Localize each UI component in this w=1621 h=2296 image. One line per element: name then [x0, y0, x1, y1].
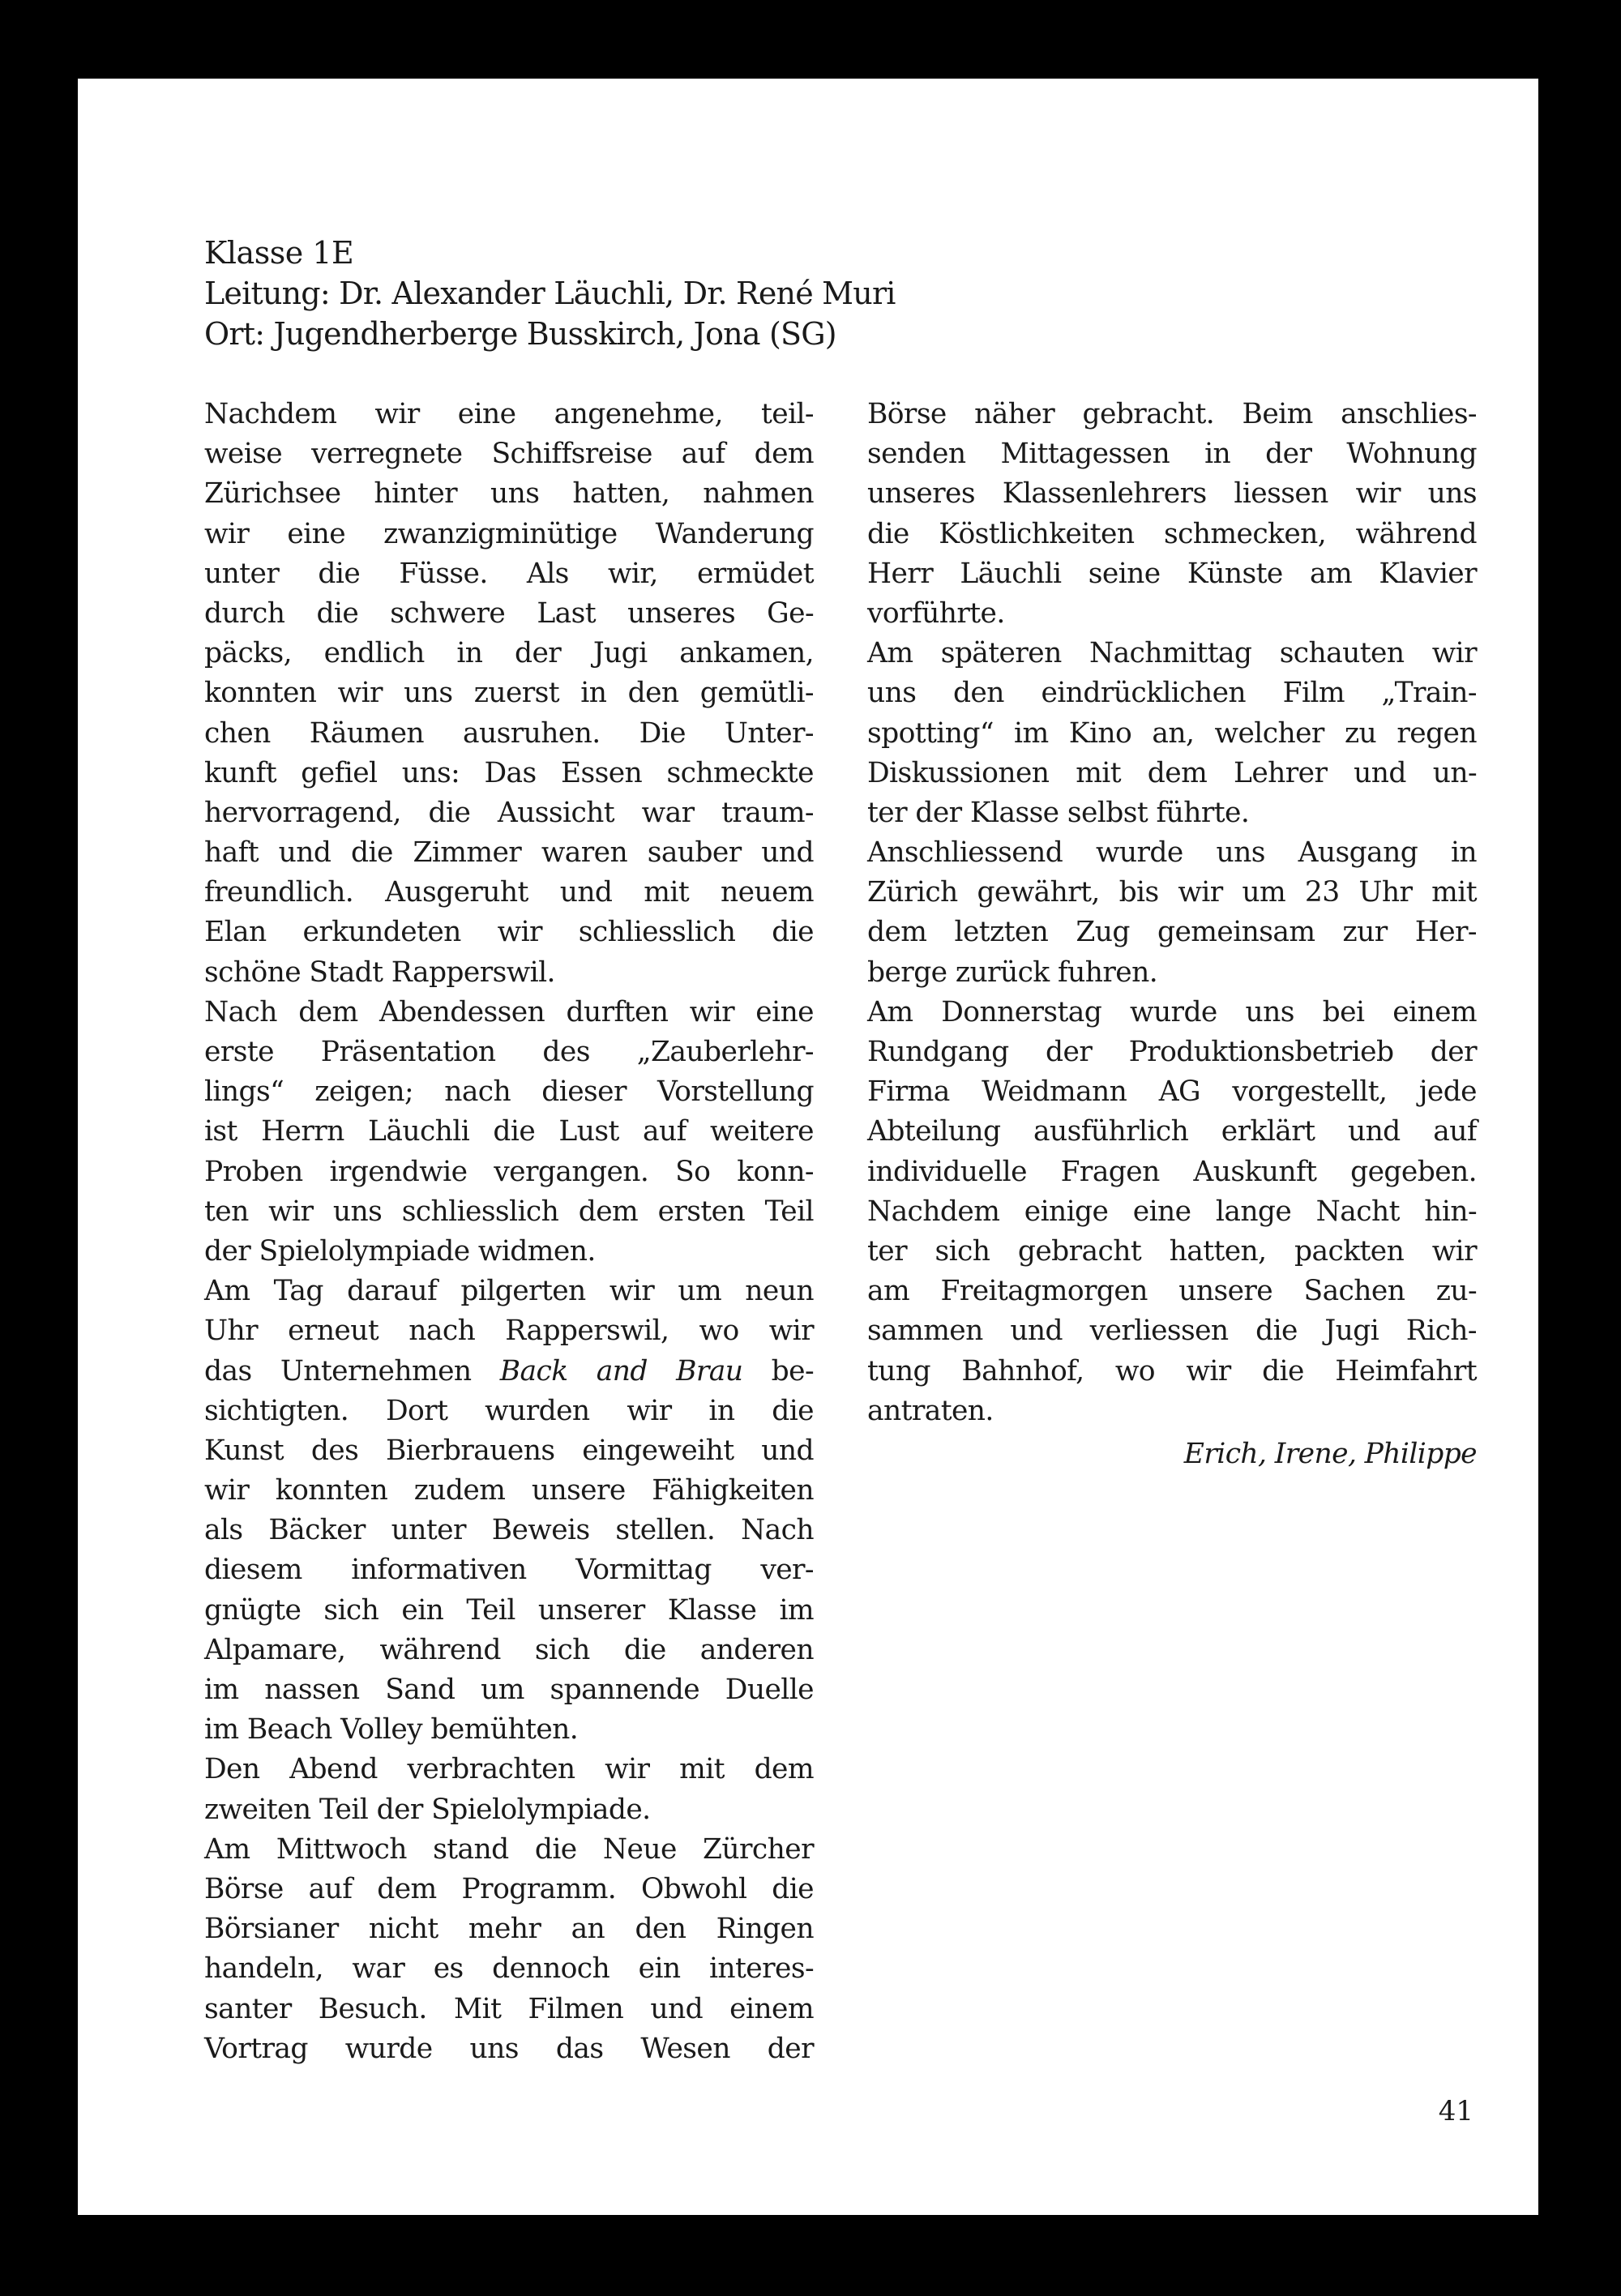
text-line: lings“ zeigen; nach dieser Vorstellung: [204, 1075, 814, 1109]
text-line: Am Donnerstag wurde uns bei einem: [867, 995, 1477, 1028]
text-line: Vortrag wurde uns das Wesen der: [204, 2032, 814, 2065]
text-line: Am Tag darauf pilgerten wir um neun: [204, 1275, 814, 1308]
text-line: tung Bahnhof, wo wir die Heimfahrt: [867, 1354, 1477, 1387]
text-line: gnügte sich ein Teil unserer Klasse im: [204, 1593, 814, 1627]
text-line: wir eine zwanzigminütige Wanderung: [204, 517, 814, 550]
text-line: im Beach Volley bemühten.: [204, 1713, 579, 1747]
text-line: weise verregnete Schiffsreise auf dem: [204, 438, 814, 471]
text-line: santer Besuch. Mit Filmen und einem: [204, 1992, 814, 2025]
text-line: sammen und verliessen die Jugi Rich-: [867, 1315, 1477, 1348]
text-line: ter sich gebracht hatten, packten wir: [867, 1234, 1477, 1268]
text-line: Börse näher gebracht. Beim anschlies-: [867, 398, 1477, 430]
text-fragment: be-: [742, 1354, 815, 1387]
text-line: Rundgang der Produktionsbetrieb der: [867, 1036, 1477, 1068]
text-line: kunft gefiel uns: Das Essen schmeckte: [204, 756, 814, 789]
text-line: chen Räumen ausruhen. Die Unter-: [204, 716, 814, 750]
right-column: [867, 395, 1477, 1474]
text-line: unter die Füsse. Als wir, ermüdet: [204, 557, 814, 590]
text-line: antraten.: [867, 1394, 994, 1427]
text-line: päcks, endlich in der Jugi ankamen,: [204, 637, 814, 670]
text-line: dem letzten Zug gemeinsam zur Her-: [867, 916, 1477, 949]
text-line: Firma Weidmann AG vorgestellt, jede: [867, 1075, 1477, 1109]
text-line: durch die schwere Last unseres Ge-: [204, 596, 814, 630]
text-line: erste Präsentation des „Zauberlehr-: [204, 1036, 814, 1068]
text-line: unseres Klassenlehrers liessen wir uns: [867, 477, 1477, 511]
text-line: Börsianer nicht mehr an den Ringen: [204, 1913, 814, 1946]
text-line: haft und die Zimmer waren sauber und: [204, 836, 814, 870]
text-line: Kunst des Bierbrauens eingeweiht und: [204, 1434, 814, 1467]
text-line: hervorragend, die Aussicht war traum-: [204, 796, 814, 829]
text-line: wir konnten zudem unsere Fähigkeiten: [204, 1474, 814, 1507]
leaders-line: Leitung: Dr. Alexander Läuchli, Dr. René Muri: [204, 276, 896, 311]
text-line: konnten wir uns zuerst in den gemütli-: [204, 677, 814, 710]
text-line: Nachdem einige eine lange Nacht hin-: [867, 1195, 1477, 1228]
text-line: freundlich. Ausgeruht und mit neuem: [204, 876, 814, 909]
text-line: Am späteren Nachmittag schauten wir: [867, 637, 1477, 670]
text-line: schöne Stadt Rapperswil.: [204, 956, 555, 989]
text-line: spotting“ im Kino an, welcher zu regen: [867, 716, 1477, 750]
text-line: individuelle Fragen Auskunft gegeben.: [867, 1155, 1477, 1188]
text-line: senden Mittagessen in der Wohnung: [867, 438, 1477, 471]
text-line: als Bäcker unter Beweis stellen. Nach: [204, 1514, 814, 1547]
text-line: ter der Klasse selbst führte.: [867, 796, 1250, 829]
text-line: am Freitagmorgen unsere Sachen zu-: [867, 1275, 1477, 1308]
text-line: Uhr erneut nach Rapperswil, wo wir: [204, 1315, 814, 1348]
text-line: sichtigten. Dort wurden wir in die: [204, 1394, 814, 1427]
text-line: Proben irgendwie vergangen. So konn-: [204, 1155, 814, 1188]
article-header: [204, 233, 896, 354]
document-page: [78, 79, 1538, 2215]
text-line: berge zurück fuhren.: [867, 956, 1158, 989]
text-line: ist Herrn Läuchli die Lust auf weitere: [204, 1115, 814, 1148]
text-line: Alpamare, während sich die anderen: [204, 1633, 814, 1666]
page-number: 41: [1438, 2095, 1473, 2127]
class-title: Klasse 1E: [204, 235, 354, 271]
text-line: Herr Läuchli seine Künste am Klavier: [867, 557, 1477, 590]
text-line: Anschliessend wurde uns Ausgang in: [867, 836, 1477, 870]
text-line: Börse auf dem Programm. Obwohl die: [204, 1872, 814, 1905]
text-line-with-italic: [204, 1352, 814, 1392]
text-line: vorführte.: [867, 596, 1005, 630]
text-line: zweiten Teil der Spielolympiade.: [204, 1793, 651, 1826]
text-line: die Köstlichkeiten schmecken, während: [867, 517, 1477, 550]
location-line: Ort: Jugendherberge Busskirch, Jona (SG): [204, 316, 836, 352]
company-name-italic: Back and Brau: [499, 1354, 743, 1387]
text-line: ten wir uns schliesslich dem ersten Teil: [204, 1195, 814, 1228]
text-line: Abteilung ausführlich erklärt und auf: [867, 1115, 1477, 1148]
text-line: Zürichsee hinter uns hatten, nahmen: [204, 477, 814, 511]
text-line: Elan erkundeten wir schliesslich die: [204, 916, 814, 949]
text-line: Am Mittwoch stand die Neue Zürcher: [204, 1832, 814, 1866]
text-line: Nach dem Abendessen durften wir eine: [204, 995, 814, 1028]
text-line: Zürich gewährt, bis wir um 23 Uhr mit: [867, 876, 1477, 909]
text-line: diesem informativen Vormittag ver-: [204, 1554, 814, 1587]
text-line: der Spielolympiade widmen.: [204, 1234, 596, 1268]
text-line: Nachdem wir eine angenehme, teil-: [204, 398, 814, 430]
text-line: im nassen Sand um spannende Duelle: [204, 1674, 814, 1706]
text-line: uns den eindrücklichen Film „Train-: [867, 677, 1477, 710]
author-signature: Erich, Irene, Philippe: [1183, 1437, 1477, 1470]
text-line: Den Abend verbrachten wir mit dem: [204, 1753, 814, 1786]
text-line: handeln, war es dennoch ein interes-: [204, 1952, 814, 1986]
text-fragment: das Unternehmen: [204, 1354, 500, 1387]
left-column: [204, 395, 814, 2069]
text-line: Diskussionen mit dem Lehrer und un-: [867, 756, 1477, 789]
